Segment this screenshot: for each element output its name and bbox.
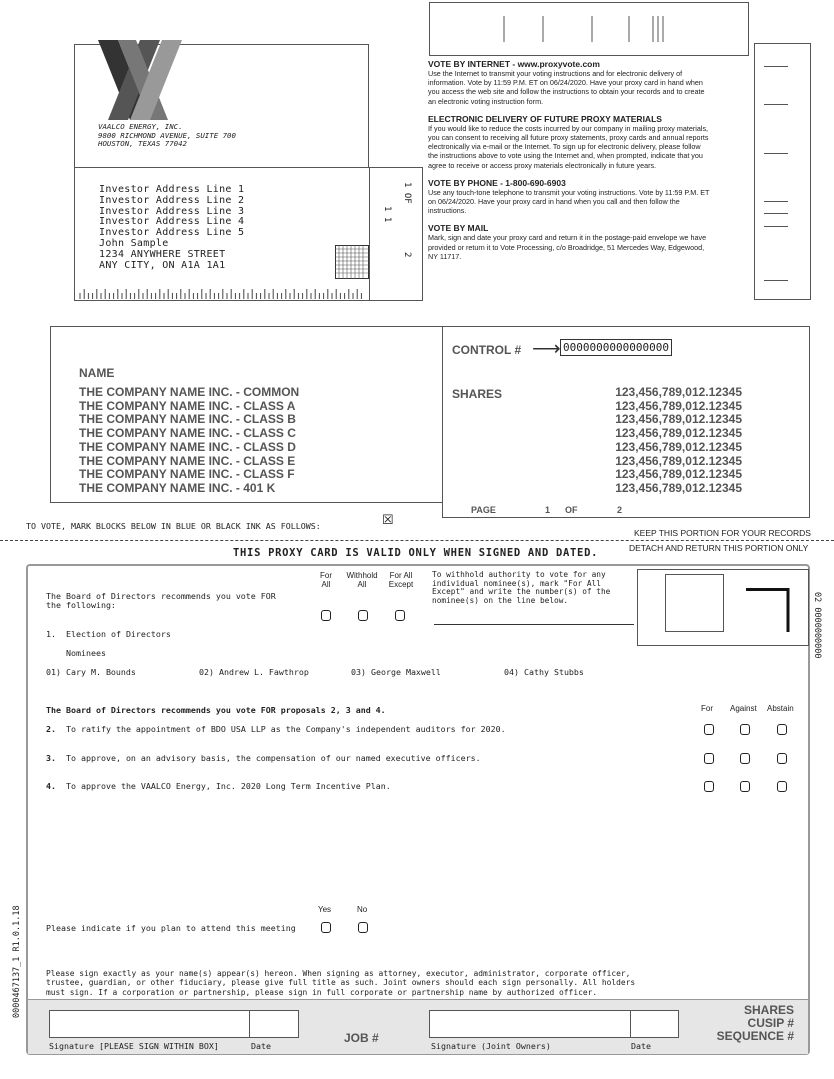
col-withhold-l2: All	[357, 580, 367, 589]
col-for: For	[701, 704, 713, 713]
proposal-4-num: 4.	[46, 781, 56, 791]
page-marker-col3: 2	[402, 252, 412, 258]
no-label: No	[357, 905, 368, 914]
board-rec1-line2: the following:	[46, 600, 116, 610]
withhold-note	[432, 571, 610, 605]
proposal-3-for[interactable]	[704, 753, 714, 764]
instruction-body-line: you access the web site and follow the instructions to obtain your records and to create	[428, 87, 705, 97]
investor-address-line: Investor Address Line 3	[99, 205, 245, 217]
nominees-label: Nominees	[66, 648, 106, 658]
col-except-l1: For All	[389, 571, 413, 580]
col-against: Against	[730, 704, 757, 713]
shares-value: 123,456,789,012.12345	[615, 439, 742, 454]
page-marker-col2: 1 1	[382, 206, 392, 223]
shares-value: 123,456,789,012.12345	[615, 412, 742, 427]
shares-value: 123,456,789,012.12345	[615, 480, 742, 495]
control-number: 0000000000000000	[560, 339, 672, 356]
instruction-title: ELECTRONIC DELIVERY OF FUTURE PROXY MATERIALS	[428, 113, 662, 124]
col-abstain: Abstain	[767, 704, 794, 713]
instruction-body-line: instructions.	[428, 206, 467, 216]
company-holding-name: THE COMPANY NAME INC. - COMMON	[79, 385, 300, 399]
attend-text: Please indicate if you plan to attend this meeting	[46, 923, 296, 933]
instruction-body-line: an electronic voting instruction form.	[428, 96, 544, 106]
page-marker-box	[369, 167, 423, 301]
proposal-4-against[interactable]	[740, 781, 750, 792]
withhold-note-line: To withhold authority to vote for any	[432, 570, 606, 579]
company-holding-name: THE COMPANY NAME INC. - CLASS C	[79, 426, 296, 441]
instruction-body	[428, 124, 754, 170]
instruction-body-line: electronically via e-mail or the Internet. To sign up for electronic delivery, please follow	[428, 142, 701, 152]
signature-label: Signature [PLEASE SIGN WITHIN BOX]	[49, 1041, 219, 1051]
joint-signature-label: Signature (Joint Owners)	[431, 1041, 551, 1051]
investor-address-line: 1234 ANYWHERE STREET	[99, 248, 226, 260]
investor-address-line: John Sample	[99, 237, 169, 249]
investor-address-line: Investor Address Line 2	[99, 194, 245, 206]
postal-barcode	[78, 288, 368, 300]
company-holding-name: THE COMPANY NAME INC. - CLASS A	[79, 398, 296, 413]
company-address-line2: HOUSTON, TEXAS 77042	[98, 139, 187, 149]
signature-box[interactable]	[49, 1010, 250, 1038]
board-rec1	[46, 592, 276, 610]
instruction-title: VOTE BY INTERNET - www.proxyvote.com	[428, 59, 600, 69]
side-strip	[754, 43, 811, 300]
col-for-all	[313, 571, 339, 589]
control-label: CONTROL #	[452, 343, 522, 357]
investor-address-line: Investor Address Line 1	[99, 184, 245, 195]
instruction-section	[428, 114, 754, 170]
nominee-1: 01) Cary M. Bounds	[46, 667, 136, 677]
footer-shares: SHARES	[743, 1003, 794, 1017]
instruction-body	[428, 233, 754, 261]
keep-text: KEEP THIS PORTION FOR YOUR RECORDS	[634, 528, 811, 538]
for-all-checkbox[interactable]	[321, 610, 331, 621]
vote-instruction: TO VOTE, MARK BLOCKS BELOW IN BLUE OR BLACK INK AS FOLLOWS:	[26, 521, 321, 531]
proposal-2-text: To ratify the appointment of BDO USA LLP as the Company's independent auditors for 2020.	[66, 724, 506, 734]
instruction-body-line: Use the Internet to transmit your voting instructions and for electronic delivery of	[428, 69, 683, 78]
scan-barcode	[429, 2, 749, 56]
item1-text: Election of Directors	[66, 629, 171, 639]
instruction-body-line: on 06/24/2020. Have your proxy card in hand when you call and then follow the	[428, 197, 680, 207]
instruction-section	[428, 178, 754, 216]
instruction-body-line: Mark, sign and date your proxy card and return it in the postage-paid envelope we have	[428, 233, 707, 243]
barcode-grid	[335, 245, 369, 279]
investor-address	[99, 185, 244, 271]
nominee-4: 04) Cathy Stubbs	[504, 667, 584, 677]
instruction-body-line: If you would like to reduce the costs incurred by our company in mailing proxy materials,	[428, 123, 709, 133]
except-write-line[interactable]	[434, 624, 634, 625]
item1-num: 1.	[46, 629, 56, 639]
footer-cusip: CUSIP #	[747, 1016, 794, 1030]
proposal-2-against[interactable]	[740, 724, 750, 735]
shares-value: 123,456,789,012.12345	[615, 467, 742, 482]
instruction-title: VOTE BY PHONE - 1-800-690-6903	[428, 177, 566, 188]
instruction-section	[428, 223, 754, 261]
investor-address-line: Investor Address Line 5	[99, 227, 245, 239]
name-label: NAME	[79, 366, 115, 380]
proposal-4-for[interactable]	[704, 781, 714, 792]
company-holding-name: THE COMPANY NAME INC. - CLASS B	[79, 412, 296, 427]
for-all-except-checkbox[interactable]	[395, 610, 405, 621]
board-rec2: The Board of Directors recommends you vote FOR proposals 2, 3 and 4.	[46, 705, 386, 715]
corner-mark	[746, 588, 790, 632]
control-arrow: ⟶	[532, 338, 561, 360]
investor-address-line: Investor Address Line 4	[99, 216, 245, 228]
proposal-3-num: 3.	[46, 753, 56, 763]
company-holding-name: THE COMPANY NAME INC. - CLASS F	[79, 467, 295, 482]
instruction-body	[428, 69, 754, 106]
joint-date-label: Date	[631, 1041, 651, 1051]
proposal-2-for[interactable]	[704, 724, 714, 735]
valid-text: THIS PROXY CARD IS VALID ONLY WHEN SIGNED AND DATED.	[233, 547, 599, 559]
footer-ids	[690, 1004, 794, 1043]
instruction-body-line: NY 11717.	[428, 251, 462, 261]
shares-list	[560, 386, 742, 496]
instruction-body-line: information. Vote by 11:59 P.M. ET on 06/24/2020. Have your proxy card in hand when	[428, 78, 703, 88]
attend-no-checkbox[interactable]	[358, 922, 368, 933]
instruction-section	[428, 59, 754, 106]
company-list	[79, 386, 299, 496]
col-withhold	[341, 571, 383, 589]
proposal-3-text: To approve, on an advisory basis, the compensation of our named executive officers.	[66, 753, 481, 763]
instruction-title: VOTE BY MAIL	[428, 223, 489, 234]
shares-value: 123,456,789,012.12345	[615, 453, 742, 468]
yes-label: Yes	[318, 905, 332, 914]
sign-note-line: trustee, guardian, or other fiduciary, please give full title as such. Joint owners should each sign personally. All holders	[46, 978, 636, 988]
right-vertical-code: 02 0000000000	[812, 592, 822, 659]
left-vertical-code: 0000467137_1 R1.0.1.18	[12, 905, 22, 1018]
sample-mark: ☒	[382, 512, 394, 527]
nominee-2: 02) Andrew L. Fawthrop	[199, 667, 309, 677]
page-total: 2	[617, 505, 623, 515]
proposal-4-text: To approve the VAALCO Energy, Inc. 2020 Long Term Incentive Plan.	[66, 781, 391, 791]
instruction-body-line: provided or return it to Vote Processing, c/o Broadridge, 51 Mercedes Way, Edgewood,	[428, 242, 705, 252]
page-number: 1	[545, 505, 551, 515]
page-marker-col1: 1 OF	[402, 182, 412, 204]
instruction-body-line: agree to receive or access proxy materials electronically in future years.	[428, 160, 657, 170]
joint-signature-box[interactable]	[429, 1010, 631, 1038]
withhold-note-line: nominee(s) on the line below.	[432, 595, 569, 605]
voting-instructions	[428, 59, 754, 269]
proposal-3-against[interactable]	[740, 753, 750, 764]
footer-sequence: SEQUENCE #	[716, 1029, 794, 1043]
col-except-l2: Except	[388, 580, 414, 589]
shares-value: 123,456,789,012.12345	[615, 398, 742, 413]
date-label: Date	[251, 1041, 271, 1051]
company-address-line1: 9800 RICHMOND AVENUE, SUITE 700	[98, 130, 236, 140]
nominee-3: 03) George Maxwell	[351, 667, 441, 677]
investor-address-line: ANY CITY, ON A1A 1A1	[99, 259, 226, 271]
page-of: OF	[565, 505, 578, 515]
shares-value: 123,456,789,012.12345	[615, 385, 742, 399]
company-address	[98, 123, 236, 149]
page-label: PAGE	[471, 505, 496, 515]
company-holding-name: THE COMPANY NAME INC. - CLASS E	[79, 453, 296, 468]
detach-text: DETACH AND RETURN THIS PORTION ONLY	[629, 543, 809, 553]
proposal-2-abstain[interactable]	[777, 724, 787, 735]
instruction-body-line: Use any touch-tone telephone to transmit your voting instructions. Vote by 11:59 P.M. ET	[428, 187, 710, 197]
proposal-4-abstain[interactable]	[777, 781, 787, 792]
shares-value: 123,456,789,012.12345	[615, 426, 742, 441]
withhold-note-line: Except" and write the number(s) of the	[432, 587, 611, 597]
company-name: VAALCO ENERGY, INC.	[98, 122, 183, 131]
col-withhold-l1: Withhold	[346, 571, 378, 580]
proposal-2-num: 2.	[46, 724, 56, 734]
board-rec1-line1: The Board of Directors recommends you vote FOR	[46, 591, 276, 601]
col-except	[385, 571, 417, 589]
scan-inner-box	[665, 574, 724, 632]
sign-note-line: Please sign exactly as your name(s) appear(s) hereon. When signing as attorney, executor, administrator, corporate officer,	[46, 969, 631, 978]
joint-date-box[interactable]	[630, 1010, 679, 1038]
company-holding-name: THE COMPANY NAME INC. - 401 K	[79, 480, 276, 495]
company-holding-name: THE COMPANY NAME INC. - CLASS D	[79, 439, 296, 454]
instruction-body-line: you can consent to receiving all future proxy statements, proxy cards and annual reports	[428, 133, 709, 143]
sign-note	[46, 969, 635, 997]
sign-note-line: must sign. If a corporation or partnership, please sign in full corporate or partnership name by authorized officer.	[46, 987, 598, 997]
company-logo	[96, 40, 186, 120]
shares-label: SHARES	[452, 387, 503, 401]
withhold-note-line: individual nominee(s), mark "For All	[432, 578, 601, 588]
proposal-3-abstain[interactable]	[777, 753, 787, 764]
col-for-all-l1: For	[320, 571, 332, 580]
instruction-body-line: the instructions above to vote using the Internet and, when prompted, indicate that you	[428, 151, 703, 161]
date-box[interactable]	[249, 1010, 299, 1038]
instruction-body	[428, 188, 754, 216]
job-label: JOB #	[344, 1031, 379, 1045]
withhold-all-checkbox[interactable]	[358, 610, 368, 621]
attend-yes-checkbox[interactable]	[321, 922, 331, 933]
col-for-all-l2: All	[321, 580, 331, 589]
